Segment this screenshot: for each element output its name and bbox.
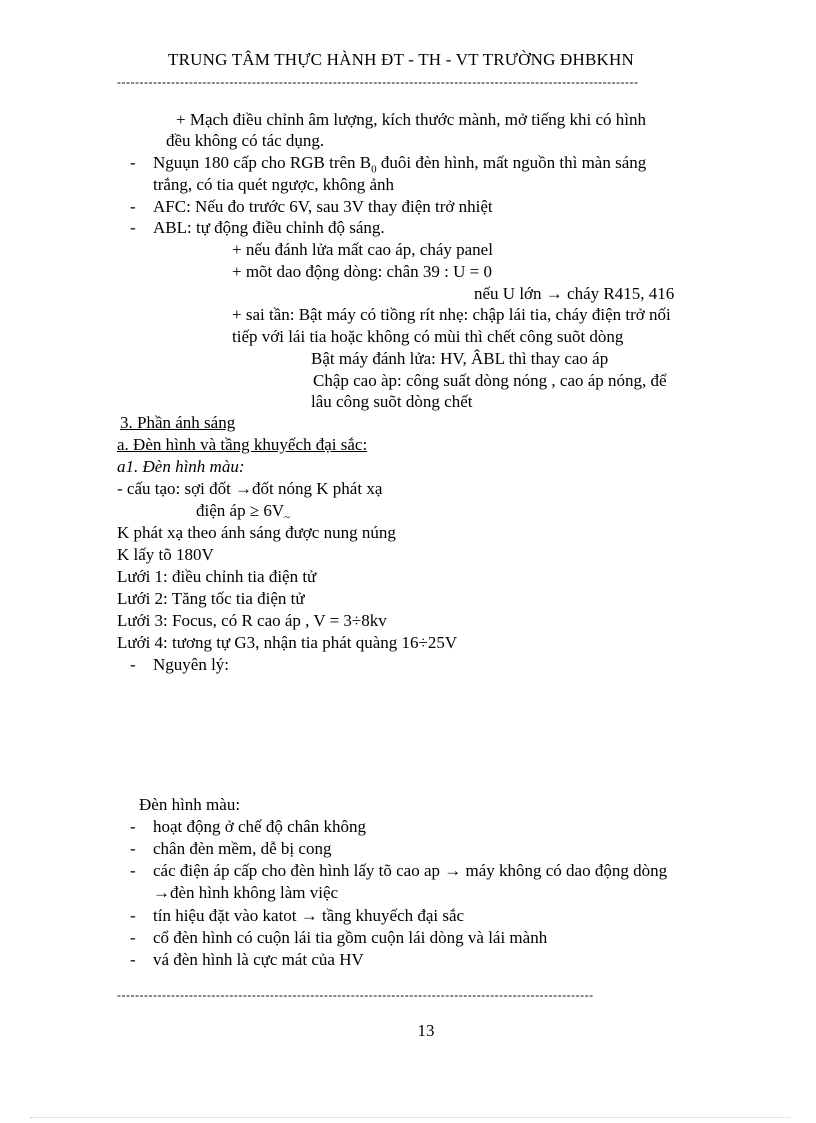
subscript: 0 [371, 163, 377, 176]
subscript: ~ [284, 511, 291, 524]
bullet-dash: - [130, 817, 136, 836]
text-line: K lấy tõ 180V [117, 545, 214, 564]
text-line: + Mạch điều chỉnh âm lượng, kích thước mành, mở tiếng khi có hình [176, 110, 646, 129]
bullet-dash: - [130, 197, 136, 216]
text-line: Lưới 1: điều chỉnh tia điện tử [117, 567, 317, 586]
section-title: Đèn hình màu: [139, 795, 241, 814]
bullet-text: chân đèn mềm, dễ bị cong [153, 839, 332, 858]
text-line: K phát xạ theo ánh sáng được nung núng [117, 523, 396, 542]
text-line: Lưới 2: Tăng tốc tia điện tử [117, 589, 305, 608]
bullet-dash: - [130, 839, 136, 858]
page-bottom-border [30, 1117, 790, 1118]
bullet-text: cổ đèn hình có cuộn lái tia gồm cuộn lái dòng và lái mành [153, 928, 548, 947]
header-rule: -------------------------------------------------------------------------------------------------------------------- [117, 75, 639, 89]
bullet-dash: - [130, 861, 136, 880]
bullet-dash: - [130, 218, 136, 237]
text-line: trắng, có tia quét ngược, không ảnh [153, 175, 395, 194]
text-line: + nếu đánh lửa mất cao áp, cháy panel [232, 240, 493, 259]
bullet-text: vá đèn hình là cực mát của HV [153, 950, 364, 969]
text-line: Lưới 4: tương tự G3, nhận tia phát quàng 16÷25V [117, 633, 458, 652]
bullet-text: các điện áp cấp cho đèn hình lấy tõ cao ap → máy không có dao động dòng [153, 861, 668, 880]
section-heading: 3. Phần ánh sáng [120, 413, 236, 432]
text-line: Bật máy đánh lửa: HV, ÂBL thì thay cao áp [311, 349, 609, 368]
bullet-dash: - [130, 655, 136, 674]
subsection-heading-italic: a1. Đèn hình màu: [117, 457, 245, 476]
text-line: nếu U lớn → cháy R415, 416 [474, 284, 675, 303]
bullet-text: ABL: tự động điều chỉnh độ sáng. [153, 218, 385, 237]
text-line: lâu công suõt dòng chết [311, 392, 473, 411]
bullet-text: AFC: Nếu đo trước 6V, sau 3V thay điện trở nhiệt [153, 197, 493, 216]
text-line: →đèn hình không làm việc [153, 883, 339, 902]
subsection-heading: a. Đèn hình và tầng khuyếch đại sắc: [117, 435, 368, 454]
bullet-text: hoạt động ở chế độ chân không [153, 817, 366, 836]
bullet-text: tín hiệu đặt vào katot → tầng khuyếch đại sắc [153, 906, 465, 925]
bullet-dash: - [130, 153, 136, 172]
text-line: - cấu tạo: sợi đốt →đốt nóng K phát xạ [117, 479, 383, 498]
text-line: Lưới 3: Focus, có R cao áp , V = 3÷8kv [117, 611, 387, 630]
text-line: Chập cao àp: công suất dòng nóng , cao áp nóng, để [313, 371, 667, 390]
page-header-title: TRUNG TÂM THỰC HÀNH ĐT - TH - VT TRƯỜNG ĐHBKHN [168, 50, 634, 69]
text-run: điện áp ≥ 6V [196, 501, 285, 520]
text-run: Nguụn 180 cấp cho RGB trên B [153, 153, 372, 172]
text-line: + sai tần: Bật máy có tiồng rít nhẹ: chập lái tia, cháy điện trở nối [232, 305, 671, 324]
page-number: 13 [417, 1021, 435, 1040]
bullet-dash: - [130, 928, 136, 947]
bullet-dash: - [130, 950, 136, 969]
text-line: + mõt dao động dòng: chân 39 : U = 0 [232, 262, 492, 281]
text-line: tiếp với lái tia hoặc không có mùi thì chết công suõt dòng [232, 327, 624, 346]
bullet-text: Nguyên lý: [153, 655, 230, 674]
bullet-dash: - [130, 906, 136, 925]
text-run: đuôi đèn hình, mất nguồn thì màn sáng [376, 153, 647, 172]
text-line: đều không có tác dụng. [166, 131, 325, 150]
footer-rule: ---------------------------------------------------------------------------------------------------------- [117, 988, 594, 1002]
